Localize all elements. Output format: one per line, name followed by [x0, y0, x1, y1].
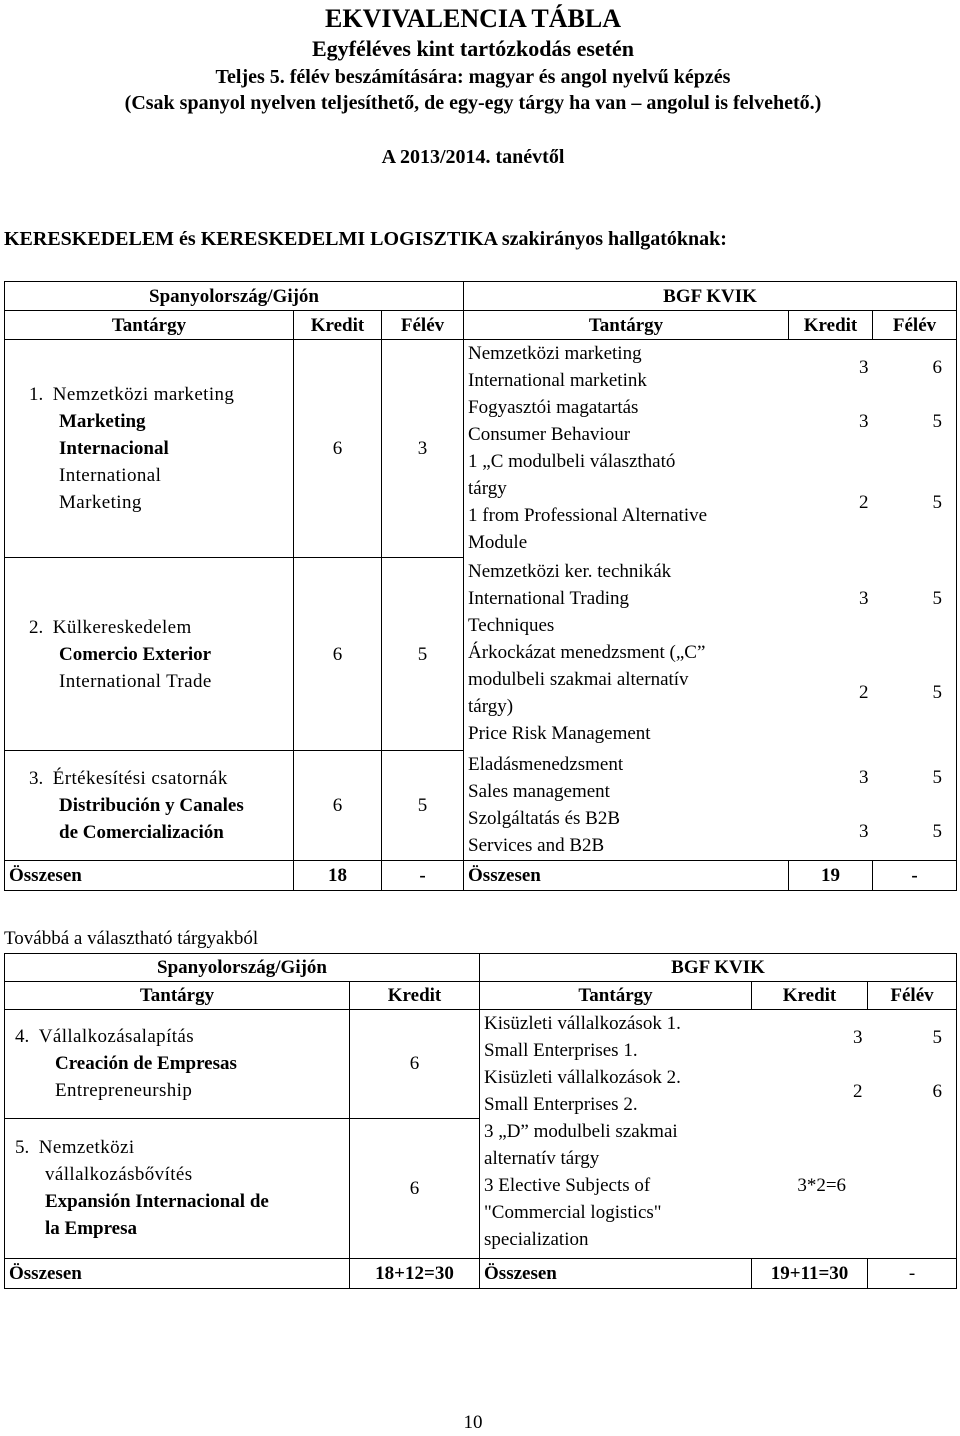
r1b-credit: 3	[859, 410, 869, 432]
title-block	[0, 4, 946, 116]
table2-left-header: Spanyolország/Gijón	[5, 954, 480, 982]
row2-en1: International Trade	[59, 670, 212, 692]
table-row	[5, 558, 957, 751]
row5-hu1: Nemzetközi	[38, 1137, 135, 1158]
audience-line: KERESKEDELEM és KERESKEDELMI LOGISZTIKA szakirányos hallgatóknak:	[4, 228, 727, 250]
row5-credit: 6	[350, 1118, 480, 1258]
row4-credit: 6	[350, 1010, 480, 1119]
row5-es1: Expansión Internacional de	[45, 1191, 269, 1212]
row5-num: 5.	[15, 1137, 30, 1158]
r5a-l3: 3 Elective Subjects of	[484, 1175, 651, 1196]
table2-total-row	[5, 1258, 957, 1288]
row1-es1: Marketing	[59, 411, 146, 432]
r2b-credit: 2	[859, 682, 869, 703]
r3b-l1: Szolgáltatás és B2B	[468, 807, 620, 829]
r1c-credit: 2	[859, 491, 869, 513]
r4a-l2: Small Enterprises 1.	[484, 1040, 638, 1061]
table2-col-subject: Tantárgy	[5, 982, 350, 1010]
table2-right-header: BGF KVIK	[480, 954, 957, 982]
equivalence-table-1	[4, 281, 957, 891]
r5a-l1: 3 „D” modulbeli szakmai	[484, 1121, 678, 1142]
r3a-semester: 5	[932, 767, 943, 788]
row1-en2: Marketing	[59, 492, 142, 513]
row1-hu: Nemzetközi marketing	[52, 384, 235, 405]
table2-total-credit-right: 19+11=30	[752, 1258, 868, 1288]
r1a-credit: 3	[859, 356, 869, 378]
table1-left-header: Spanyolország/Gijón	[5, 282, 464, 311]
r1a-l1: Nemzetközi marketing	[468, 343, 642, 364]
row1-num: 1.	[29, 384, 44, 405]
r1b-semester: 5	[932, 410, 943, 432]
row1-left-subject	[5, 340, 294, 558]
equivalence-table-2	[4, 953, 957, 1289]
row5-right-block	[480, 1118, 957, 1258]
table2-total-label-left: Összesen	[5, 1258, 350, 1288]
row5-left-subject	[5, 1118, 350, 1258]
table-row	[5, 1118, 957, 1258]
table2-col-subject-right: Tantárgy	[480, 982, 752, 1010]
row2-credit: 6	[294, 558, 382, 751]
row4-en1: Entrepreneurship	[55, 1080, 193, 1102]
row1-es2: Internacional	[59, 438, 169, 459]
r5a-credit: 3*2=6	[797, 1175, 847, 1196]
table1-total-semester-right: -	[873, 861, 957, 891]
table-row	[5, 1010, 957, 1119]
table1-col-subject-right: Tantárgy	[464, 311, 789, 340]
r3b-l2: Services and B2B	[468, 834, 605, 856]
r4a-l1: Kisüzleti vállalkozások 1.	[484, 1013, 681, 1034]
table2-total-credit-left: 18+12=30	[350, 1258, 480, 1288]
row5-es2: la Empresa	[45, 1218, 138, 1239]
r4b-l1: Kisüzleti vállalkozások 2.	[484, 1067, 681, 1088]
row2-left-subject	[5, 558, 294, 751]
r2b-l2: modulbeli szakmai alternatív	[468, 668, 689, 690]
r1b-l2: Consumer Behaviour	[468, 424, 631, 445]
r1c-l1: 1 „C modulbeli választható	[468, 451, 676, 472]
row3-credit: 6	[294, 751, 382, 861]
r2a-l3: Techniques	[468, 614, 555, 636]
table1-total-row	[5, 861, 957, 891]
table1-col-semester: Félév	[382, 311, 464, 340]
table-row	[5, 340, 957, 558]
row4-num: 4.	[15, 1026, 30, 1048]
row2-es1: Comercio Exterior	[59, 643, 212, 665]
r1c-l4: Module	[468, 532, 528, 553]
table2-total-label-right: Összesen	[480, 1258, 752, 1288]
row2-right-block	[464, 558, 957, 751]
table1-total-semester-left: -	[382, 861, 464, 891]
row2-hu: Külkereskedelem	[52, 616, 192, 638]
further-electives-heading: Továbbá a választható tárgyakból	[4, 928, 259, 949]
table1-total-label-right: Összesen	[464, 861, 789, 891]
table1-total-label-left: Összesen	[5, 861, 294, 891]
academic-year: A 2013/2014. tanévtől	[381, 146, 565, 168]
row3-hu: Értékesítési csatornák	[52, 768, 228, 789]
row3-es1: Distribución y Canales	[59, 795, 244, 816]
r5a-l5: specialization	[484, 1229, 589, 1250]
table2-col-credit: Kredit	[350, 982, 480, 1010]
r1c-l3: 1 from Professional Alternative	[468, 505, 708, 526]
row1-semester: 3	[382, 340, 464, 558]
table-row	[5, 751, 957, 861]
r3a-l1: Eladásmenedzsment	[468, 753, 624, 775]
r4a-semester: 5	[932, 1026, 943, 1048]
r1a-l2: International marketink	[468, 370, 647, 391]
r1c-l2: tárgy	[468, 478, 507, 499]
r2a-credit: 3	[859, 587, 869, 609]
r1b-l1: Fogyasztói magatartás	[468, 397, 639, 418]
r1a-semester: 6	[932, 356, 943, 378]
r4b-credit: 2	[853, 1080, 863, 1102]
row1-right-block	[464, 340, 957, 558]
r3a-credit: 3	[859, 767, 869, 788]
table1-right-header: BGF KVIK	[464, 282, 957, 311]
row4-left-subject	[5, 1010, 350, 1119]
row3-semester: 5	[382, 751, 464, 861]
row4-hu: Vállalkozásalapítás	[38, 1026, 195, 1048]
r5a-l2: alternatív tárgy	[484, 1148, 600, 1169]
r2b-l1: Árkockázat menedzsment („C”	[468, 641, 706, 663]
page-number: 10	[463, 1412, 483, 1433]
table1-col-credit: Kredit	[294, 311, 382, 340]
row1-en1: International	[59, 465, 162, 486]
r2b-semester: 5	[932, 682, 943, 703]
document-subtitle: Egyféléves kint tartózkodás esetén	[311, 36, 634, 61]
r4a-credit: 3	[853, 1026, 863, 1048]
r2a-l1: Nemzetközi ker. technikák	[468, 560, 672, 582]
table2-col-credit-right: Kredit	[752, 982, 868, 1010]
row3-es2: de Comercialización	[59, 822, 224, 843]
table2-col-semester-right: Félév	[868, 982, 957, 1010]
row3-right-block	[464, 751, 957, 861]
row1-credit: 6	[294, 340, 382, 558]
table1-col-subject: Tantárgy	[5, 311, 294, 340]
r2b-l3: tárgy)	[468, 695, 514, 717]
r5a-l4: "Commercial logistics"	[484, 1202, 662, 1223]
table1-total-credit-right: 19	[789, 861, 873, 891]
r4b-semester: 6	[932, 1080, 943, 1102]
r2b-l4: Price Risk Management	[468, 722, 651, 744]
row4-right-block	[480, 1010, 957, 1119]
r3b-credit: 3	[859, 821, 869, 842]
document-title: EKVIVALENCIA TÁBLA	[325, 4, 621, 33]
row2-num: 2.	[29, 616, 44, 638]
table2-total-semester-right: -	[868, 1258, 957, 1288]
r2a-l2: International Trading	[468, 587, 629, 609]
table1-col-credit-right: Kredit	[789, 311, 873, 340]
title-line-3: Teljes 5. félév beszámítására: magyar és angol nyelvű képzés	[215, 66, 731, 88]
table1-total-credit-left: 18	[294, 861, 382, 891]
r1c-semester: 5	[932, 491, 943, 513]
row2-semester: 5	[382, 558, 464, 751]
r3a-l2: Sales management	[468, 780, 610, 802]
row4-es1: Creación de Empresas	[55, 1053, 237, 1075]
r4b-l2: Small Enterprises 2.	[484, 1094, 638, 1115]
r2a-semester: 5	[932, 587, 943, 609]
row3-num: 3.	[29, 768, 44, 789]
r3b-semester: 5	[932, 821, 943, 842]
row5-hu2: vállalkozásbővítés	[45, 1164, 193, 1185]
title-line-4: (Csak spanyol nyelven teljesíthető, de egy-egy tárgy ha van – angolul is felvehető.)	[124, 92, 822, 114]
row3-left-subject	[5, 751, 294, 861]
table1-col-semester-right: Félév	[873, 311, 957, 340]
